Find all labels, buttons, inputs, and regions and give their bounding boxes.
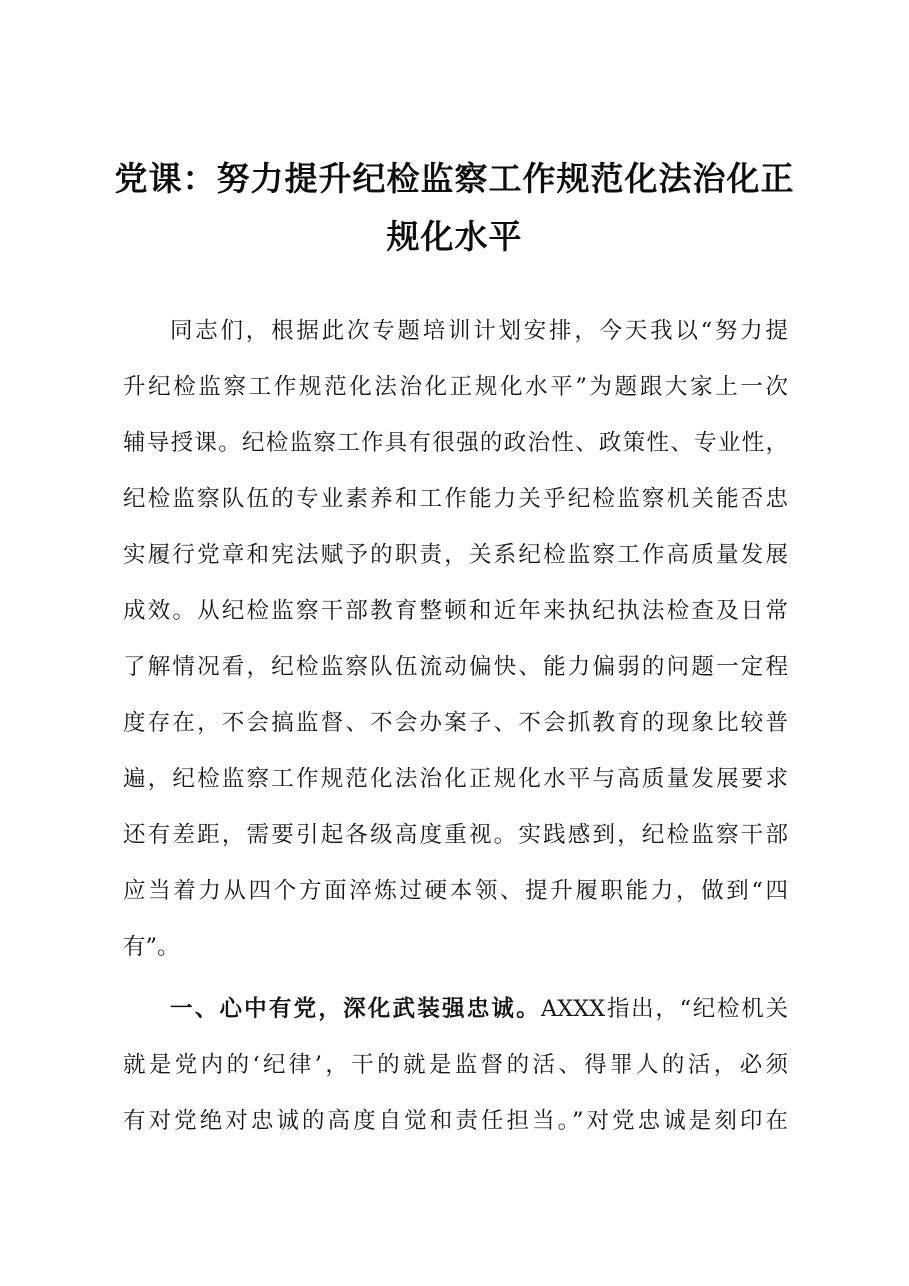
paragraph-1-line-1: 同志们，根据此次专题培训计划安排，今天我以“努力提 [170,318,788,344]
paragraph-1-line-10: 还有差距，需要引起各级高度重视。实践感到，纪检监察干部 [123,822,788,848]
section-1-line-3: 有对党绝对忠诚的高度自觉和责任担当。”对党忠诚是刻印在 [123,1108,788,1134]
section-1-line-1 [170,989,788,1029]
paragraph-1-line-5: 实履行党章和宪法赋予的职责，关系纪检监察工作高质量发展 [123,542,788,568]
paragraph-1-line-12: 有”。 [123,934,180,960]
paragraph-1-line-6: 成效。从纪检监察干部教育整顿和近年来执纪执法检查及日常 [123,598,788,624]
paragraph-1-line-2: 升纪检监察工作规范化法治化正规化水平”为题跟大家上一次 [123,374,788,400]
document-title [100,150,809,266]
paragraph-1-line-11: 应当着力从四个方面淬炼过硬本领、提升履职能力，做到“四 [123,878,788,904]
paragraph-1-line-7: 了解情况看，纪检监察队伍流动偏快、能力偏弱的问题一定程 [123,654,788,680]
title-line-2: 规化水平 [386,217,523,256]
section-1-heading: 一、心中有党，深化武装强忠诚。 [170,996,541,1022]
title-line-1: 党课：努力提升纪检监察工作规范化法治化正 [114,159,795,198]
section-1-line-1-rest: AXXX指出，“纪检机关 [540,996,788,1022]
paragraph-1-line-8: 度存在，不会搞监督、不会办案子、不会抓教育的现象比较普 [123,710,788,736]
paragraph-1-line-3: 辅导授课。纪检监察工作具有很强的政治性、政策性、专业性， [123,430,788,456]
paragraph-1-line-9: 遍，纪检监察工作规范化法治化正规化水平与高质量发展要求 [123,766,788,792]
section-1-line-2: 就是党内的‘纪律’，干的就是监督的活、得罪人的活，必须 [123,1052,788,1078]
paragraph-1-line-4: 纪检监察队伍的专业素养和工作能力关乎纪检监察机关能否忠 [123,486,788,512]
